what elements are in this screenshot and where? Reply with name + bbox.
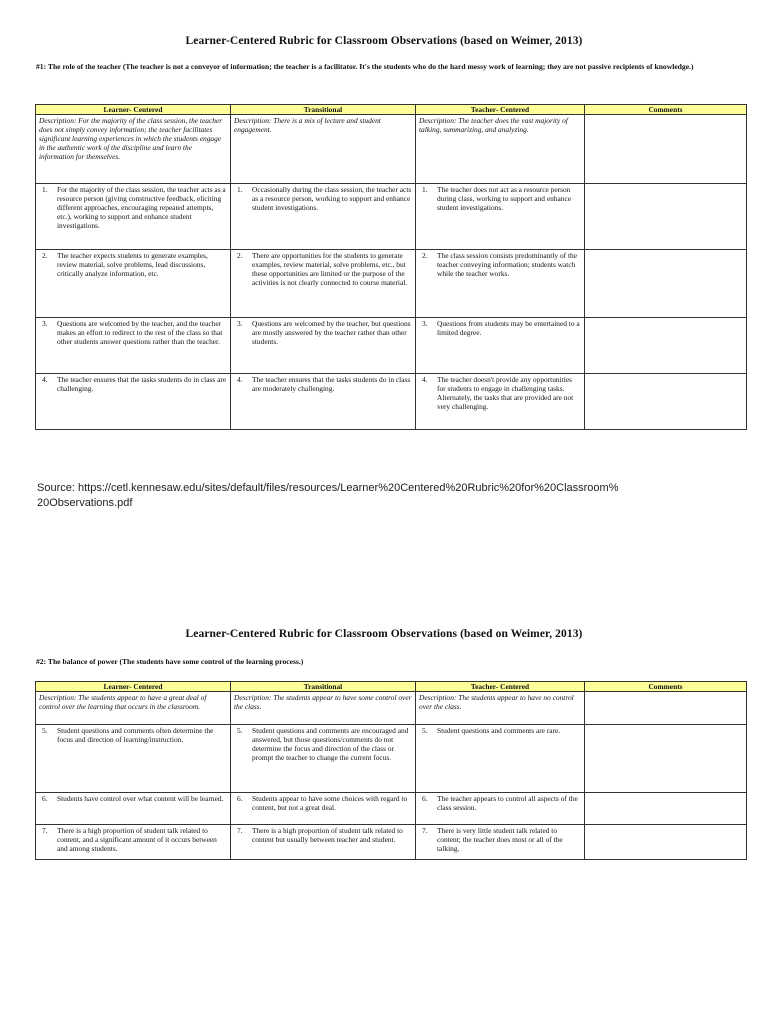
- criterion-transitional: [234, 794, 412, 812]
- description-teacher-centered: Description: The students appear to have no control over the class.: [416, 692, 585, 725]
- criterion-text: The class session consists predominantly of the teacher conveying information; students watch while the teacher works.: [437, 251, 577, 279]
- criterion-number: 1.: [237, 185, 243, 194]
- criterion-text: The teacher doesn't provide any opportunities for students to engage in challenging tasks. Alternately, the tasks that are provided are not very challenging.: [437, 375, 574, 412]
- source-line-2: 20Observations.pdf: [37, 497, 133, 509]
- description-learner-centered: Description: For the majority of the class session, the teacher does not simply convey information; the teacher facilitates significant learning experiences in which the students engage in the authentic work of the discipline and learn the information for themselves.: [36, 115, 231, 184]
- criterion-number: 7.: [42, 826, 48, 835]
- header-transitional: Transitional: [231, 682, 416, 692]
- description-transitional: Description: There is a mix of lecture and student engagement.: [231, 115, 416, 184]
- criterion-number: 4.: [42, 375, 48, 384]
- comments-cell: [585, 374, 747, 430]
- criterion-text: There is very little student talk related to content; the teacher does most or all of the talking.: [437, 826, 563, 854]
- section1-intro: #1: The role of the teacher (The teacher is not a conveyor of information; the teacher is a facilitator. It's the students who do the hard messy work of learning; they are not passive recipients of knowledge.): [36, 62, 694, 71]
- criterion-number: 2.: [42, 251, 48, 260]
- criterion-text: Questions from students may be entertained to a limited degree.: [437, 319, 580, 338]
- table-row: [36, 318, 747, 374]
- header-learner-centered: Learner- Centered: [36, 682, 231, 692]
- criterion-learner-centered: [39, 319, 227, 346]
- comments-cell: [585, 825, 747, 860]
- table-row: [36, 374, 747, 430]
- source-citation: [37, 481, 737, 511]
- table-row: [36, 725, 747, 793]
- criterion-number: 5.: [422, 726, 428, 735]
- description-transitional: Description: The students appear to have some control over the class.: [231, 692, 416, 725]
- criterion-number: 1.: [422, 185, 428, 194]
- criterion-text: The teacher appears to control all aspects of the class session.: [437, 794, 578, 813]
- header-teacher-centered: Teacher- Centered: [416, 682, 585, 692]
- criterion-number: 6.: [237, 794, 243, 803]
- criterion-number: 2.: [422, 251, 428, 260]
- header-row: [36, 682, 747, 692]
- criterion-text: There is a high proportion of student talk related to content, and a significant amount of it occurs between and among students.: [57, 826, 217, 854]
- criterion-text: The teacher ensures that the tasks students do in class are challenging.: [57, 375, 227, 394]
- criterion-text: For the majority of the class session, the teacher acts as a resource person (giving constructive feedback, eliciting different approaches, encouraging repeated attempts, etc.), working to support and enhance student investigations.: [57, 185, 226, 231]
- criterion-text: The teacher expects students to generate examples, review material, solve problems, lead discussions, critically analyze information, etc.: [57, 251, 208, 279]
- description-row: [36, 692, 747, 725]
- header-transitional: Transitional: [231, 105, 416, 115]
- criterion-number: 6.: [422, 794, 428, 803]
- criterion-number: 4.: [237, 375, 243, 384]
- criterion-transitional: [234, 185, 412, 212]
- criterion-text: Questions are welcomed by the teacher, but questions are mostly answered by the teacher rather than other students.: [252, 319, 411, 347]
- table-row: [36, 250, 747, 318]
- criterion-text: There is a high proportion of student talk related to content but usually between teacher and student.: [252, 826, 403, 845]
- criterion-text: Students have control over what content will be learned.: [57, 794, 224, 803]
- rubric-table-2: [35, 681, 747, 860]
- criterion-text: Student questions and comments are rare.: [437, 726, 561, 735]
- table-row: [36, 184, 747, 250]
- criterion-text: The teacher ensures that the tasks students do in class are moderately challenging.: [252, 375, 411, 394]
- criterion-teacher-centered: [419, 726, 581, 735]
- criterion-text: There are opportunities for the students to generate examples, review material, solve problems, etc., but these opportunities are limited or the purpose of the activities is not clearly connected to course material.: [252, 251, 408, 288]
- source-line-1: Source: https://cetl.kennesaw.edu/sites/default/files/resources/Learner%20Centered%20Rubric%20for%20Classroom%: [37, 482, 619, 494]
- rubric-table-1: [35, 104, 747, 430]
- comments-cell: [585, 793, 747, 825]
- comments-cell: [585, 184, 747, 250]
- criterion-text: The teacher does not act as a resource person during class, working to support and enhance student investigations.: [437, 185, 572, 213]
- header-row: [36, 105, 747, 115]
- criterion-number: 1.: [42, 185, 48, 194]
- comments-cell: [585, 250, 747, 318]
- header-teacher-centered: Teacher- Centered: [416, 105, 585, 115]
- criterion-text: Questions are welcomed by the teacher, and the teacher makes an effort to redirect to the rest of the class so that other students answer questions rather than the teacher.: [57, 319, 223, 347]
- section2-title: Learner-Centered Rubric for Classroom Observations (based on Weimer, 2013): [185, 628, 583, 640]
- table-row: [36, 825, 747, 860]
- criterion-number: 7.: [422, 826, 428, 835]
- section2-intro: #2: The balance of power (The students have some control of the learning process.): [36, 657, 304, 666]
- criterion-learner-centered: [39, 375, 227, 393]
- criterion-number: 3.: [237, 319, 243, 328]
- criterion-text: Student questions and comments often determine the focus and direction of learning/instruction.: [57, 726, 214, 745]
- criterion-transitional: [234, 726, 412, 762]
- criterion-teacher-centered: [419, 794, 581, 812]
- criterion-number: 3.: [422, 319, 428, 328]
- criterion-number: 6.: [42, 794, 48, 803]
- criterion-text: Students appear to have some choices with regard to content, but not a great deal.: [252, 794, 408, 813]
- criterion-teacher-centered: [419, 375, 581, 411]
- header-comments: Comments: [585, 682, 747, 692]
- criterion-number: 5.: [237, 726, 243, 735]
- table-row: [36, 793, 747, 825]
- criterion-teacher-centered: [419, 826, 581, 853]
- comments-cell: [585, 725, 747, 793]
- comments-cell: [585, 692, 747, 725]
- criterion-transitional: [234, 375, 412, 393]
- description-learner-centered: Description: The students appear to have a great deal of control over the learning that occurs in the classroom.: [36, 692, 231, 725]
- criterion-number: 3.: [42, 319, 48, 328]
- description-row: [36, 115, 747, 184]
- criterion-learner-centered: [39, 726, 227, 744]
- criterion-number: 7.: [237, 826, 243, 835]
- criterion-transitional: [234, 251, 412, 287]
- criterion-teacher-centered: [419, 319, 581, 337]
- criterion-transitional: [234, 826, 412, 844]
- criterion-transitional: [234, 319, 412, 346]
- criterion-teacher-centered: [419, 185, 581, 212]
- criterion-text: Occasionally during the class session, the teacher acts as a resource person, working to support and enhance student investigations.: [252, 185, 412, 213]
- criterion-number: 4.: [422, 375, 428, 384]
- header-learner-centered: Learner- Centered: [36, 105, 231, 115]
- criterion-teacher-centered: [419, 251, 581, 278]
- criterion-learner-centered: [39, 251, 227, 278]
- criterion-learner-centered: [39, 185, 227, 230]
- description-teacher-centered: Description: The teacher does the vast majority of talking, summarizing, and analyzing.: [416, 115, 585, 184]
- section1-title: Learner-Centered Rubric for Classroom Observations (based on Weimer, 2013): [185, 35, 583, 47]
- comments-cell: [585, 318, 747, 374]
- criterion-number: 2.: [237, 251, 243, 260]
- criterion-learner-centered: [39, 826, 227, 853]
- criterion-learner-centered: [39, 794, 227, 803]
- comments-cell: [585, 115, 747, 184]
- criterion-text: Student questions and comments are encouraged and answered, but those questions/comments do not determine the focus and direction of the class or prompt the teacher to change the current focus.: [252, 726, 409, 763]
- header-comments: Comments: [585, 105, 747, 115]
- criterion-number: 5.: [42, 726, 48, 735]
